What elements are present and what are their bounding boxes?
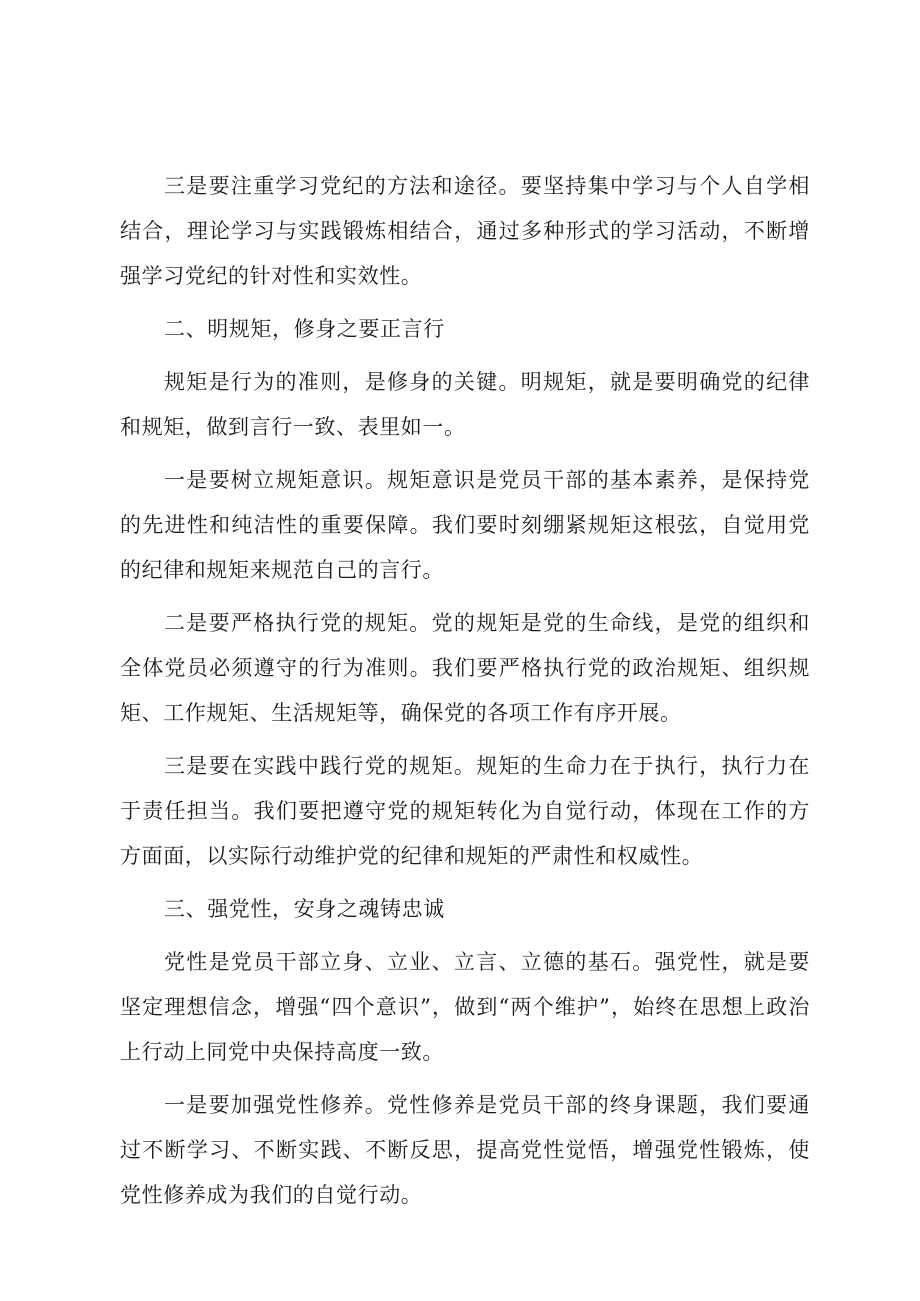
paragraph-rules-practice: 三是要在实践中践行党的规矩。规矩的生命力在于执行，执行力在于责任担当。我们要把遵守党的规矩转化为自觉行动，体现在工作的方方面面，以实际行动维护党的纪律和规矩的严肃性和权威性。 (120, 754, 810, 868)
section-heading-rules: 二、明规矩，修身之要正言行 (164, 317, 445, 341)
paragraph-party-spirit-intro: 党性是党员干部立身、立业、立言、立德的基石。强党性，就是要坚定理想信念，增强“四个意识”，做到“两个维护”，始终在思想上政治上行动上同党中央保持高度一致。 (120, 950, 810, 1064)
paragraph-party-spirit-cultivation: 一是要加强党性修养。党性修养是党员干部的终身课题，我们要通过不断学习、不断实践、不断反思，提高党性觉悟，增强党性锻炼，使党性修养成为我们的自觉行动。 (120, 1093, 810, 1207)
paragraph-rules-intro: 规矩是行为的准则，是修身的关键。明规矩，就是要明确党的纪律和规矩，做到言行一致、表里如一。 (120, 370, 810, 439)
paragraph-rules-execute: 二是要严格执行党的规矩。党的规矩是党的生命线，是党的组织和全体党员必须遵守的行为准则。我们要严格执行党的政治规矩、组织规矩、工作规矩、生活规矩等，确保党的各项工作有序开展。 (120, 611, 810, 725)
paragraph-method: 三是要注重学习党纪的方法和途径。要坚持集中学习与个人自学相结合，理论学习与实践锻炼相结合，通过多种形式的学习活动，不断增强学习党纪的针对性和实效性。 (120, 174, 810, 288)
document-body (120, 164, 810, 1226)
section-heading-party-spirit: 三、强党性，安身之魂铸忠诚 (164, 897, 445, 921)
paragraph-rules-awareness: 一是要树立规矩意识。规矩意识是党员干部的基本素养，是保持党的先进性和纯洁性的重要保障。我们要时刻绷紧规矩这根弦，自觉用党的纪律和规矩来规范自己的言行。 (120, 468, 810, 582)
